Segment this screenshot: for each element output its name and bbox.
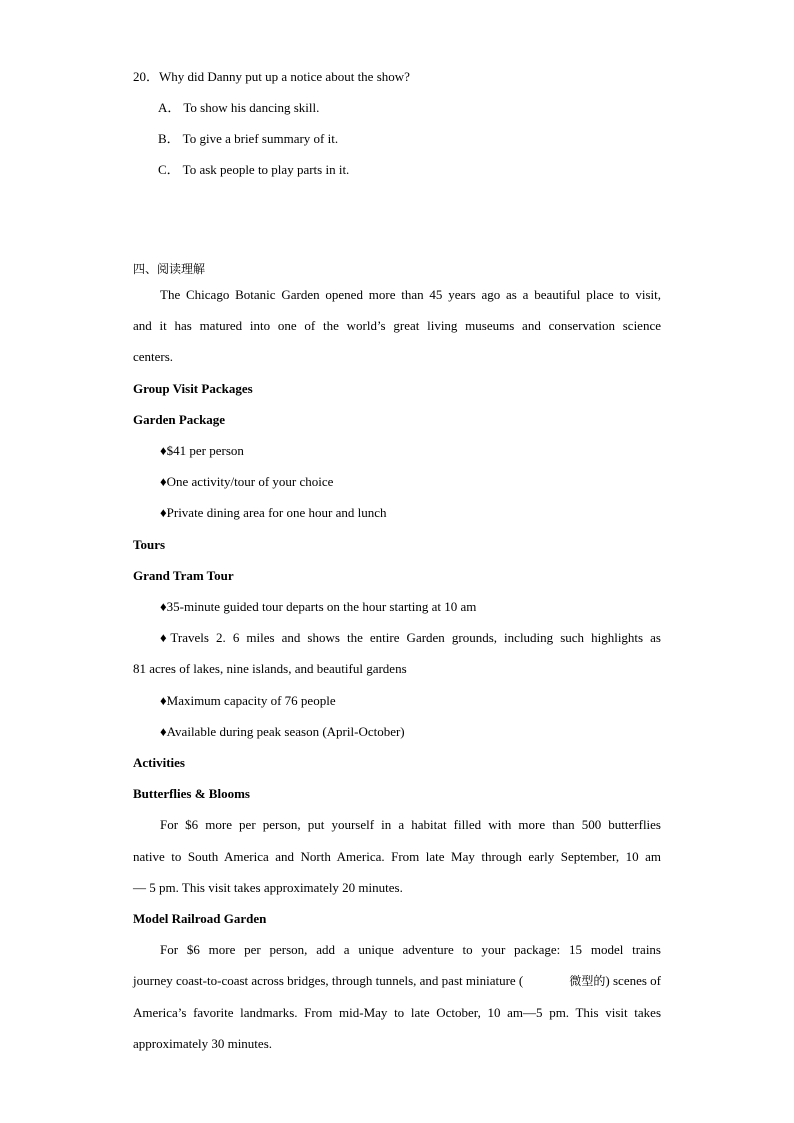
option-a: A． To show his dancing skill. — [158, 100, 320, 115]
tours-heading: Tours — [133, 537, 166, 552]
grand-tram-bullet: ♦Available during peak season (April-October) — [160, 724, 405, 739]
intro-line-1: The Chicago Botanic Garden opened more than 45 years ago as a beautiful place to visit, — [160, 287, 661, 302]
butterflies-line-2: native to South America and North America. From late May through early September, 10 am — [133, 849, 661, 864]
packages-heading: Group Visit Packages — [133, 381, 253, 396]
garden-package-bullet: ♦One activity/tour of your choice — [160, 474, 334, 489]
grand-tram-bullet: ♦35-minute guided tour departs on the hour starting at 10 am — [160, 599, 477, 614]
railroad-line-3: America’s favorite landmarks. From mid-May to late October, 10 am—5 pm. This visit takes — [133, 1005, 661, 1020]
grand-tram-bullet: ♦Maximum capacity of 76 people — [160, 693, 336, 708]
intro-line-2: and it has matured into one of the world’s great living museums and conservation science — [133, 318, 661, 333]
activities-heading: Activities — [133, 755, 185, 770]
grand-tram-bullet-continuation: 81 acres of lakes, nine islands, and beautiful gardens — [133, 661, 407, 676]
butterflies-line-1: For $6 more per person, put yourself in a habitat filled with more than 500 butterflies — [160, 817, 661, 832]
garden-package-bullet: ♦$41 per person — [160, 443, 244, 458]
question-20-text: 20．Why did Danny put up a notice about the show? — [133, 69, 410, 84]
option-b: B． To give a brief summary of it. — [158, 131, 339, 146]
grand-tram-bullet: ♦Travels 2. 6 miles and shows the entire Garden grounds, including such highlights as — [160, 630, 661, 645]
railroad-line-2-chinese-gloss: 微型的 — [569, 974, 606, 988]
butterflies-title: Butterflies & Blooms — [133, 786, 250, 801]
intro-line-3: centers. — [133, 349, 174, 364]
garden-package-bullet: ♦Private dining area for one hour and lunch — [160, 505, 387, 520]
railroad-line-1: For $6 more per person, add a unique adventure to your package: 15 model trains — [160, 942, 661, 957]
railroad-line-2-end: ) scenes of — [605, 973, 661, 988]
butterflies-line-3: — 5 pm. This visit takes approximately 20 minutes. — [133, 880, 403, 895]
railroad-line-2 — [133, 973, 661, 989]
railroad-line-2-text: journey coast-to-coast across bridges, through tunnels, and past miniature ( — [133, 973, 524, 988]
railroad-title: Model Railroad Garden — [133, 911, 267, 926]
railroad-line-4: approximately 30 minutes. — [133, 1036, 273, 1051]
section-heading: 四、阅读理解 — [133, 262, 206, 276]
option-c: C． To ask people to play parts in it. — [158, 162, 350, 177]
grand-tram-title: Grand Tram Tour — [133, 568, 234, 583]
garden-package-title: Garden Package — [133, 412, 226, 427]
